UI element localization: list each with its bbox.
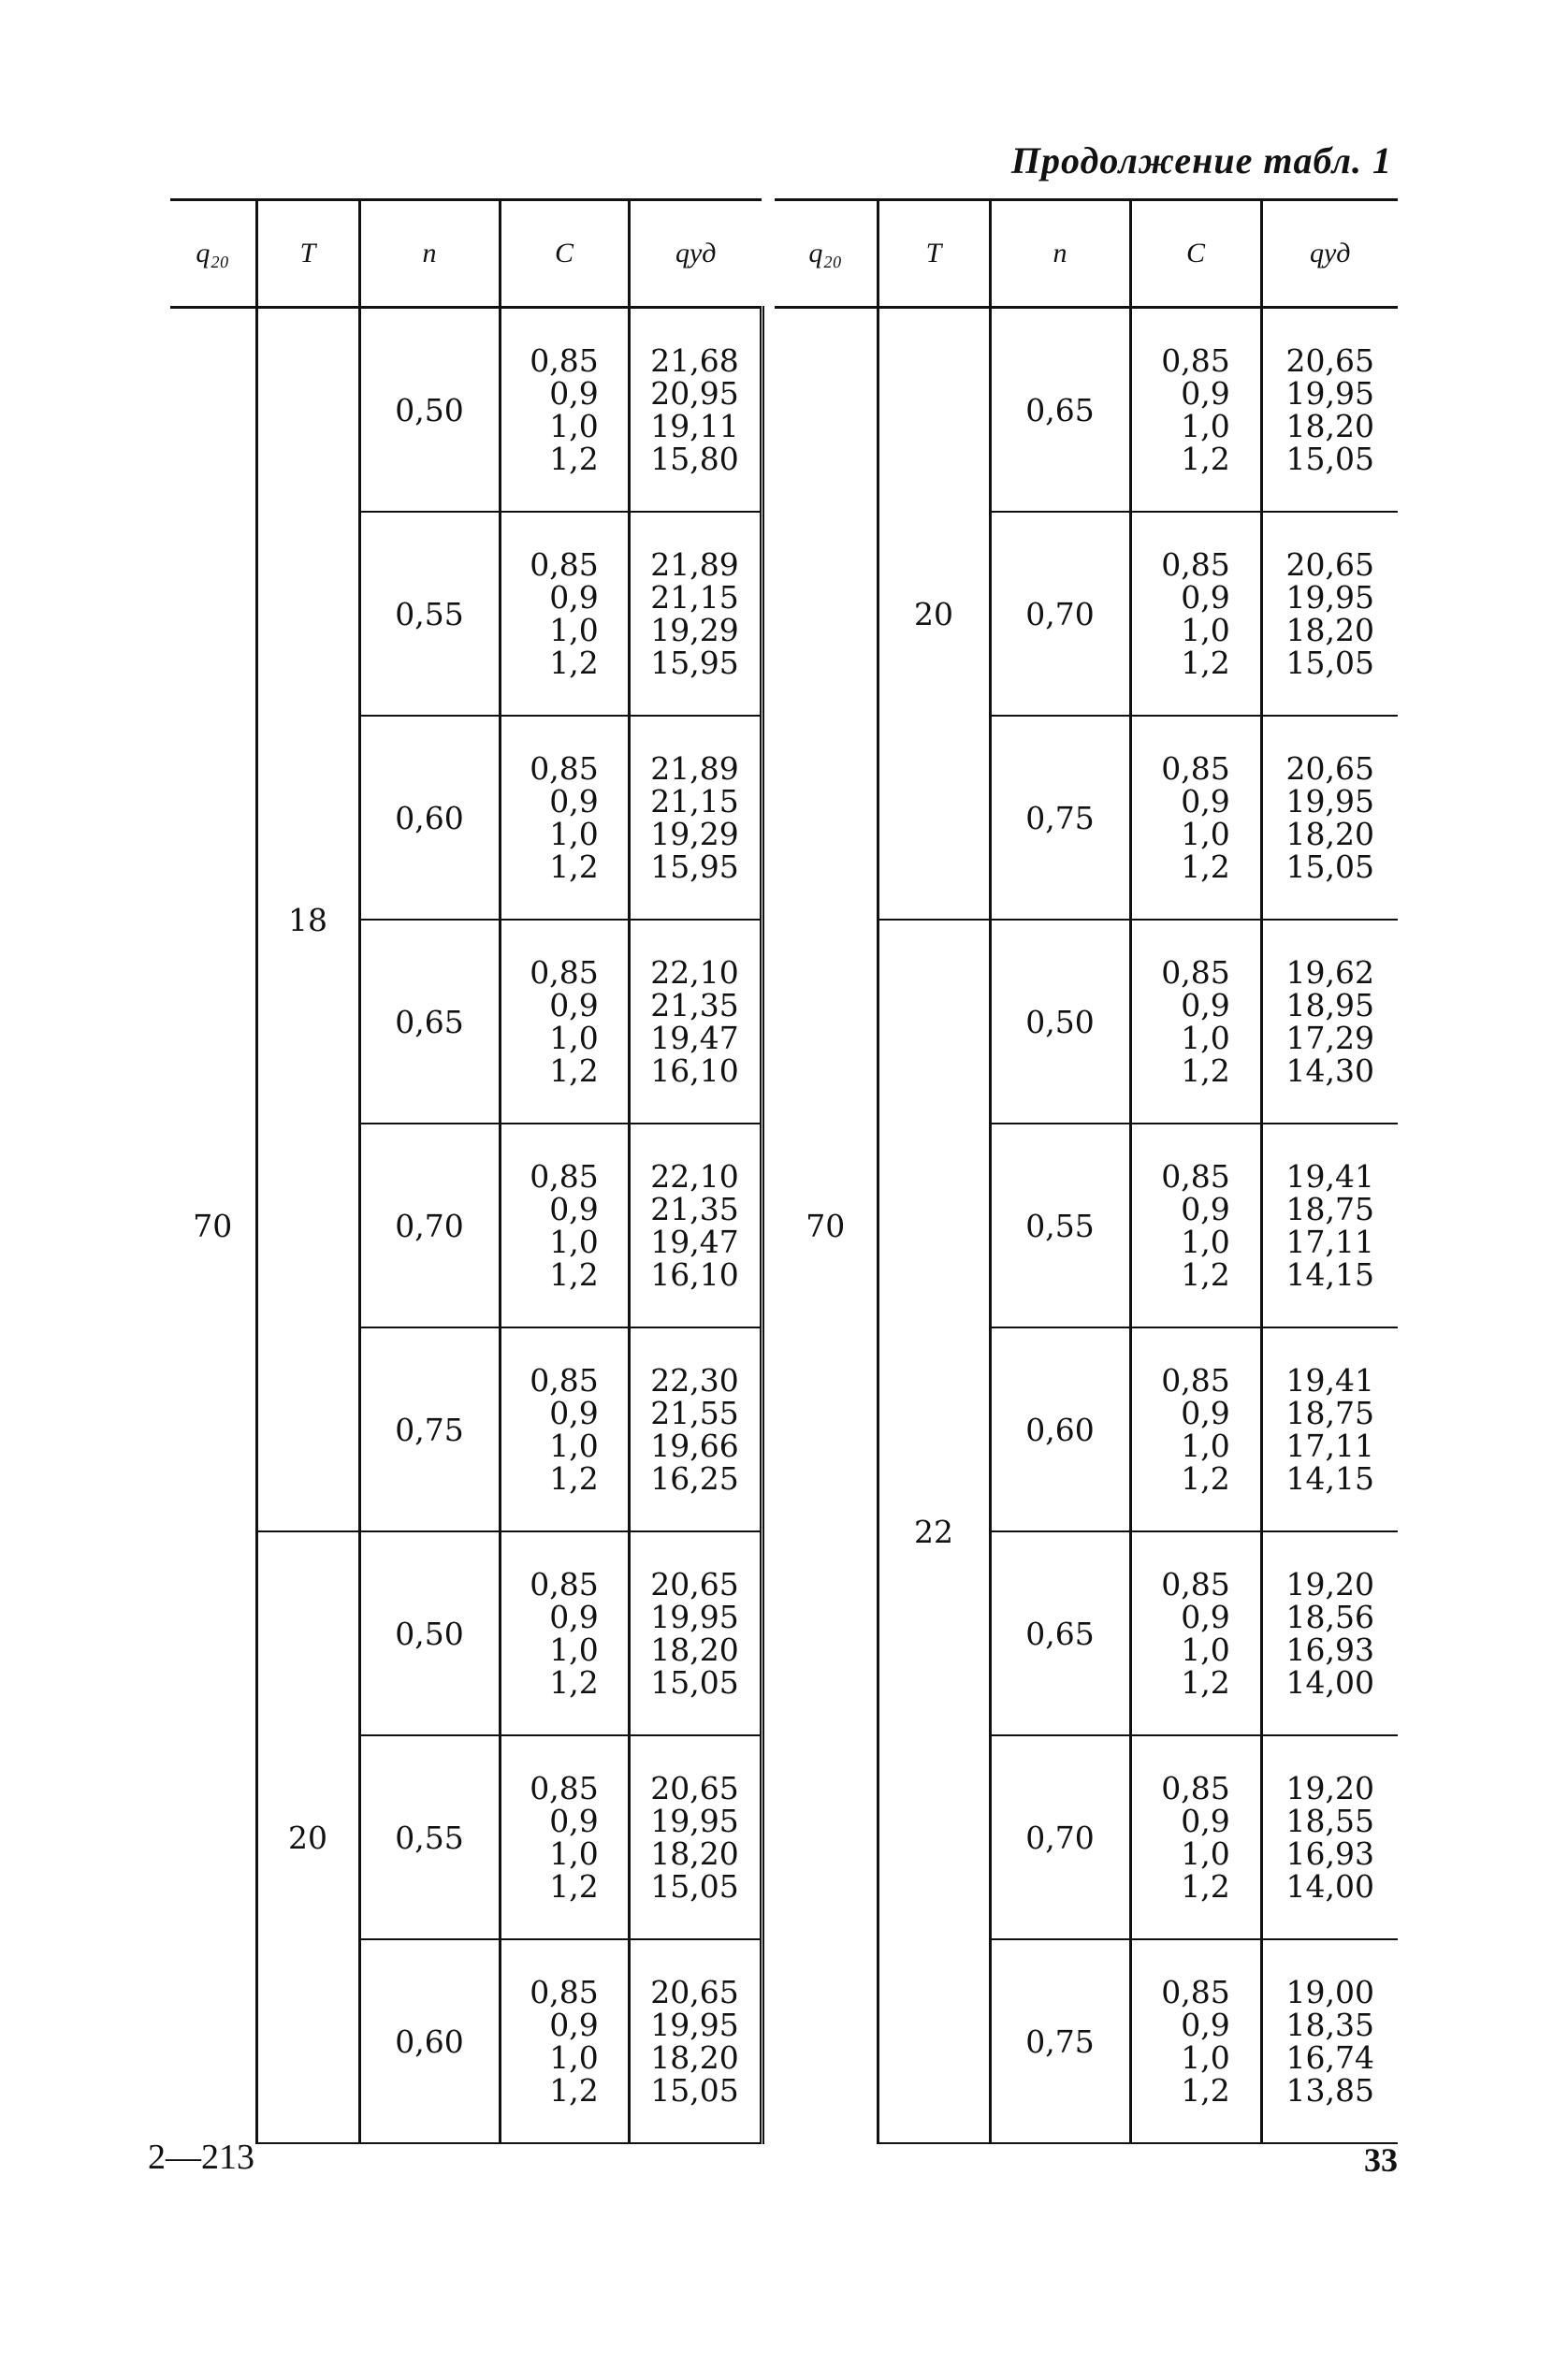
header-row (170, 200, 762, 308)
header-n: n (359, 200, 500, 308)
n-cell: 0,50 (359, 1531, 500, 1735)
qud-values-value: 16,25 (650, 1460, 739, 1497)
header-C: C (1130, 200, 1261, 308)
n-cell: 0,70 (990, 512, 1130, 716)
qud-values-value: 18,20 (1285, 408, 1374, 444)
C-values-value: 1,2 (549, 848, 599, 885)
qud-values-value: 22,30 (650, 1362, 739, 1399)
qud-values (650, 1364, 738, 1495)
C-values (1161, 1160, 1229, 1291)
qud-values (650, 548, 738, 679)
C-values-value: 1,2 (549, 2072, 599, 2109)
qud-values-value: 19,95 (650, 1599, 739, 1635)
qud-values (650, 1160, 738, 1291)
C-values-value: 0,9 (549, 1599, 599, 1635)
C-values-value: 0,85 (1161, 1974, 1230, 2010)
qud-values-value: 14,00 (1285, 1664, 1374, 1701)
C-cell (500, 1939, 629, 2143)
qud-values-value: 18,75 (1285, 1395, 1374, 1431)
n-cell: 0,65 (990, 1531, 1130, 1735)
C-cell (500, 512, 629, 716)
qud-values-value: 20,65 (650, 1974, 739, 2010)
qud-cell (1261, 512, 1398, 716)
header-qud: qуд (629, 200, 762, 308)
qud-values-value: 20,65 (1285, 342, 1374, 379)
qud-cell (629, 716, 762, 920)
C-values-value: 1,2 (1181, 1052, 1230, 1089)
C-values-value: 1,2 (1181, 1256, 1230, 1293)
qud-cell (1261, 1124, 1398, 1327)
header-T: T (878, 200, 990, 308)
C-values-value: 1,0 (1181, 2039, 1230, 2076)
qud-values-value: 22,10 (650, 954, 739, 991)
qud-values (1286, 1160, 1374, 1291)
C-values-value: 1,2 (549, 1868, 599, 1905)
qud-values-value: 17,29 (1285, 1020, 1374, 1056)
qud-cell (629, 512, 762, 716)
C-values-value: 1,2 (549, 645, 599, 681)
C-values-value: 0,9 (1181, 579, 1230, 616)
C-values-value: 0,85 (530, 1566, 599, 1603)
qud-values-value: 21,68 (650, 342, 739, 379)
C-cell (1130, 1124, 1261, 1327)
C-values-value: 0,85 (530, 954, 599, 991)
qud-values-value: 19,62 (1285, 954, 1374, 991)
qud-values-value: 20,65 (650, 1770, 739, 1806)
qud-values (650, 752, 738, 883)
C-values (1161, 1772, 1229, 1903)
qud-values-value: 21,55 (650, 1395, 739, 1431)
C-values-value: 0,9 (1181, 1191, 1230, 1227)
C-values-value: 1,0 (1181, 1632, 1230, 1668)
qud-values-value: 19,95 (1285, 783, 1374, 819)
C-values-value: 0,9 (549, 783, 599, 819)
qud-values-value: 19,95 (650, 1803, 739, 1839)
qud-values-value: 14,30 (1285, 1052, 1374, 1089)
qud-values-value: 21,15 (650, 579, 739, 616)
C-values-value: 1,2 (549, 1664, 599, 1701)
n-cell: 0,50 (359, 308, 500, 513)
qud-values-value: 18,20 (1285, 612, 1374, 648)
C-values-value: 0,9 (1181, 1395, 1230, 1431)
C-values-value: 1,0 (1181, 1835, 1230, 1872)
n-cell: 0,60 (990, 1327, 1130, 1531)
qud-cell (629, 1939, 762, 2143)
qud-cell (1261, 1327, 1398, 1531)
C-values-value: 1,0 (549, 612, 599, 648)
table-row (775, 308, 1398, 513)
header-qud: qуд (1261, 200, 1398, 308)
qud-values-value: 18,20 (650, 1835, 739, 1872)
qud-cell (1261, 716, 1398, 920)
left-body (170, 308, 762, 2144)
C-values (530, 1160, 598, 1291)
n-cell: 0,75 (990, 1939, 1130, 2143)
C-values-value: 0,9 (549, 1395, 599, 1431)
qud-values-value: 14,00 (1285, 1868, 1374, 1905)
header-q20: q₂₀ (775, 200, 878, 308)
n-cell: 0,75 (990, 716, 1130, 920)
T-cell: 20 (878, 308, 990, 921)
C-values-value: 0,85 (1161, 342, 1230, 379)
qud-values-value: 18,56 (1285, 1599, 1374, 1635)
qud-values-value: 20,65 (1285, 750, 1374, 787)
qud-cell (1261, 1735, 1398, 1939)
C-values-value: 1,0 (549, 1632, 599, 1668)
C-values (530, 548, 598, 679)
C-values (530, 1568, 598, 1699)
C-values-value: 0,9 (549, 375, 599, 412)
C-values-value: 1,0 (549, 1224, 599, 1260)
qud-cell (1261, 308, 1398, 513)
qud-values (650, 1568, 738, 1699)
q20-cell: 70 (806, 1208, 846, 1244)
qud-values-value: 15,05 (1285, 645, 1374, 681)
C-values-value: 1,2 (549, 441, 599, 477)
C-values-value: 0,85 (1161, 750, 1230, 787)
C-values-value: 1,0 (549, 2039, 599, 2076)
header-T: T (256, 200, 359, 308)
qud-values-value: 16,93 (1285, 1835, 1374, 1872)
qud-cell (629, 920, 762, 1124)
C-values-value: 0,9 (1181, 1599, 1230, 1635)
n-cell: 0,65 (359, 920, 500, 1124)
n-cell: 0,70 (990, 1735, 1130, 1939)
C-values (530, 1976, 598, 2107)
header-n: n (990, 200, 1130, 308)
C-values-value: 1,2 (549, 1460, 599, 1497)
page-number: 33 (1364, 2141, 1398, 2179)
qud-values-value: 19,00 (1285, 1974, 1374, 2010)
C-values-value: 0,85 (1161, 1566, 1230, 1603)
qud-cell (1261, 1939, 1398, 2143)
qud-values-value: 18,20 (1285, 816, 1374, 852)
qud-values-value: 19,20 (1285, 1770, 1374, 1806)
qud-values-value: 20,65 (650, 1566, 739, 1603)
C-values-value: 0,85 (1161, 1362, 1230, 1399)
n-cell: 0,50 (990, 920, 1130, 1124)
qud-values-value: 15,05 (1285, 441, 1374, 477)
C-values-value: 0,9 (1181, 2007, 1230, 2043)
C-cell (500, 1531, 629, 1735)
C-values-value: 1,0 (549, 408, 599, 444)
C-cell (1130, 512, 1261, 716)
n-cell: 0,75 (359, 1327, 500, 1531)
C-values (530, 956, 598, 1087)
C-cell (1130, 1735, 1261, 1939)
C-values-value: 0,9 (549, 2007, 599, 2043)
q20-cell: 70 (193, 1208, 233, 1244)
qud-values-value: 18,35 (1285, 2007, 1374, 2043)
C-values (1161, 1364, 1229, 1495)
C-values-value: 0,9 (549, 1803, 599, 1839)
C-cell (500, 1735, 629, 1939)
qud-values-value: 18,75 (1285, 1191, 1374, 1227)
qud-values-value: 19,47 (650, 1020, 739, 1056)
C-values (1161, 752, 1229, 883)
C-values (1161, 956, 1229, 1087)
C-values (1161, 1568, 1229, 1699)
qud-values-value: 20,65 (1285, 546, 1374, 583)
C-values (530, 752, 598, 883)
C-values-value: 1,0 (1181, 612, 1230, 648)
qud-values-value: 18,20 (650, 1632, 739, 1668)
C-cell (1130, 1531, 1261, 1735)
qud-values-value: 14,15 (1285, 1256, 1374, 1293)
C-values-value: 1,2 (1181, 1460, 1230, 1497)
C-values-value: 0,85 (530, 1770, 599, 1806)
n-cell: 0,65 (990, 308, 1130, 513)
header-row (775, 200, 1398, 308)
qud-cell (629, 1531, 762, 1735)
n-cell: 0,55 (990, 1124, 1130, 1327)
C-values-value: 1,2 (549, 1052, 599, 1089)
qud-values-value: 18,20 (650, 2039, 739, 2076)
header-C: C (500, 200, 629, 308)
qud-values-value: 15,05 (650, 2072, 739, 2109)
qud-values-value: 20,95 (650, 375, 739, 412)
C-values-value: 1,2 (1181, 441, 1230, 477)
C-values-value: 1,0 (1181, 816, 1230, 852)
qud-values-value: 21,15 (650, 783, 739, 819)
C-values-value: 1,0 (549, 816, 599, 852)
C-values-value: 0,85 (1161, 1770, 1230, 1806)
C-values (530, 344, 598, 475)
qud-values-value: 19,29 (650, 612, 739, 648)
qud-values-value: 19,95 (1285, 375, 1374, 412)
C-values-value: 0,85 (530, 342, 599, 379)
qud-values-value: 19,47 (650, 1224, 739, 1260)
qud-values-value: 13,85 (1285, 2072, 1374, 2109)
qud-values-value: 19,41 (1285, 1362, 1374, 1399)
table-caption: Продолжение табл. 1 (1010, 139, 1392, 181)
C-cell (500, 716, 629, 920)
qud-values (650, 956, 738, 1087)
C-values-value: 1,0 (1181, 1224, 1230, 1260)
qud-values (1286, 344, 1374, 475)
n-cell: 0,70 (359, 1124, 500, 1327)
C-values-value: 0,9 (1181, 375, 1230, 412)
C-values (1161, 1976, 1229, 2107)
page-code: 2—213 (148, 2138, 254, 2177)
n-cell: 0,60 (359, 716, 500, 920)
C-values-value: 1,0 (549, 1835, 599, 1872)
C-values (530, 1772, 598, 1903)
C-values-value: 0,9 (549, 579, 599, 616)
qud-values (650, 344, 738, 475)
qud-values-value: 18,55 (1285, 1803, 1374, 1839)
T-cell: 18 (256, 308, 359, 1532)
qud-values (1286, 1976, 1374, 2107)
C-values (530, 1364, 598, 1495)
C-cell (1130, 1327, 1261, 1531)
qud-values (1286, 752, 1374, 883)
C-cell (1130, 1939, 1261, 2143)
C-cell (500, 920, 629, 1124)
qud-values-value: 21,89 (650, 750, 739, 787)
C-values (1161, 344, 1229, 475)
C-values-value: 0,85 (530, 546, 599, 583)
qud-values-value: 15,05 (650, 1664, 739, 1701)
qud-values-value: 19,95 (1285, 579, 1374, 616)
qud-values-value: 21,35 (650, 1191, 739, 1227)
C-values-value: 0,9 (549, 1191, 599, 1227)
qud-values (1286, 956, 1374, 1087)
C-values-value: 1,0 (1181, 408, 1230, 444)
C-values-value: 0,85 (530, 1362, 599, 1399)
T-cell: 20 (256, 1531, 359, 2143)
qud-values-value: 19,11 (650, 408, 739, 444)
C-values-value: 0,9 (549, 987, 599, 1023)
C-values-value: 0,9 (1181, 783, 1230, 819)
C-cell (500, 1124, 629, 1327)
C-values-value: 0,85 (530, 750, 599, 787)
C-values-value: 0,9 (1181, 987, 1230, 1023)
qud-values-value: 15,95 (650, 848, 739, 885)
qud-values-value: 14,15 (1285, 1460, 1374, 1497)
qud-values-value: 16,74 (1285, 2039, 1374, 2076)
qud-cell (629, 1735, 762, 1939)
qud-values-value: 21,35 (650, 987, 739, 1023)
right-table (775, 198, 1398, 2144)
qud-values-value: 18,95 (1285, 987, 1374, 1023)
C-values-value: 0,85 (1161, 954, 1230, 991)
qud-values-value: 15,05 (650, 1868, 739, 1905)
C-cell (1130, 308, 1261, 513)
C-cell (1130, 920, 1261, 1124)
qud-cell (629, 1327, 762, 1531)
qud-cell (1261, 1531, 1398, 1735)
qud-values (1286, 548, 1374, 679)
C-cell (1130, 716, 1261, 920)
left-table (170, 198, 764, 2144)
qud-values-value: 19,29 (650, 816, 739, 852)
n-cell: 0,55 (359, 512, 500, 716)
qud-values-value: 16,10 (650, 1052, 739, 1089)
C-cell (500, 1327, 629, 1531)
qud-values-value: 16,93 (1285, 1632, 1374, 1668)
right-body (775, 308, 1398, 2144)
n-cell: 0,55 (359, 1735, 500, 1939)
qud-cell (629, 1124, 762, 1327)
C-values (1161, 548, 1229, 679)
C-values-value: 1,2 (1181, 848, 1230, 885)
qud-values (650, 1976, 738, 2107)
C-values-value: 1,0 (549, 1428, 599, 1464)
qud-values (1286, 1364, 1374, 1495)
C-values-value: 1,0 (1181, 1020, 1230, 1056)
qud-values-value: 15,05 (1285, 848, 1374, 885)
qud-values-value: 19,66 (650, 1428, 739, 1464)
header-q20: q₂₀ (170, 200, 256, 308)
C-values-value: 0,9 (1181, 1803, 1230, 1839)
qud-values-value: 17,11 (1285, 1428, 1374, 1464)
qud-values (650, 1772, 738, 1903)
qud-values-value: 15,80 (650, 441, 739, 477)
qud-values-value: 22,10 (650, 1158, 739, 1195)
C-values-value: 1,0 (549, 1020, 599, 1056)
qud-values (1286, 1772, 1374, 1903)
C-values-value: 0,85 (1161, 1158, 1230, 1195)
qud-cell (629, 308, 762, 513)
n-cell: 0,60 (359, 1939, 500, 2143)
C-values-value: 0,85 (530, 1974, 599, 2010)
C-values-value: 0,85 (530, 1158, 599, 1195)
C-cell (500, 308, 629, 513)
qud-values-value: 19,20 (1285, 1566, 1374, 1603)
table-row (170, 1531, 762, 1735)
qud-values-value: 19,95 (650, 2007, 739, 2043)
table-row (170, 308, 762, 513)
qud-values-value: 19,41 (1285, 1158, 1374, 1195)
qud-values-value: 15,95 (650, 645, 739, 681)
qud-values-value: 21,89 (650, 546, 739, 583)
C-values-value: 1,2 (1181, 1664, 1230, 1701)
qud-cell (1261, 920, 1398, 1124)
C-values-value: 0,85 (1161, 546, 1230, 583)
C-values-value: 1,2 (1181, 645, 1230, 681)
C-values-value: 1,2 (1181, 2072, 1230, 2109)
C-values-value: 1,2 (549, 1256, 599, 1293)
qud-values-value: 17,11 (1285, 1224, 1374, 1260)
C-values-value: 1,2 (1181, 1868, 1230, 1905)
qud-values-value: 16,10 (650, 1256, 739, 1293)
qud-values (1286, 1568, 1374, 1699)
C-values-value: 1,0 (1181, 1428, 1230, 1464)
T-cell: 22 (878, 920, 990, 2143)
